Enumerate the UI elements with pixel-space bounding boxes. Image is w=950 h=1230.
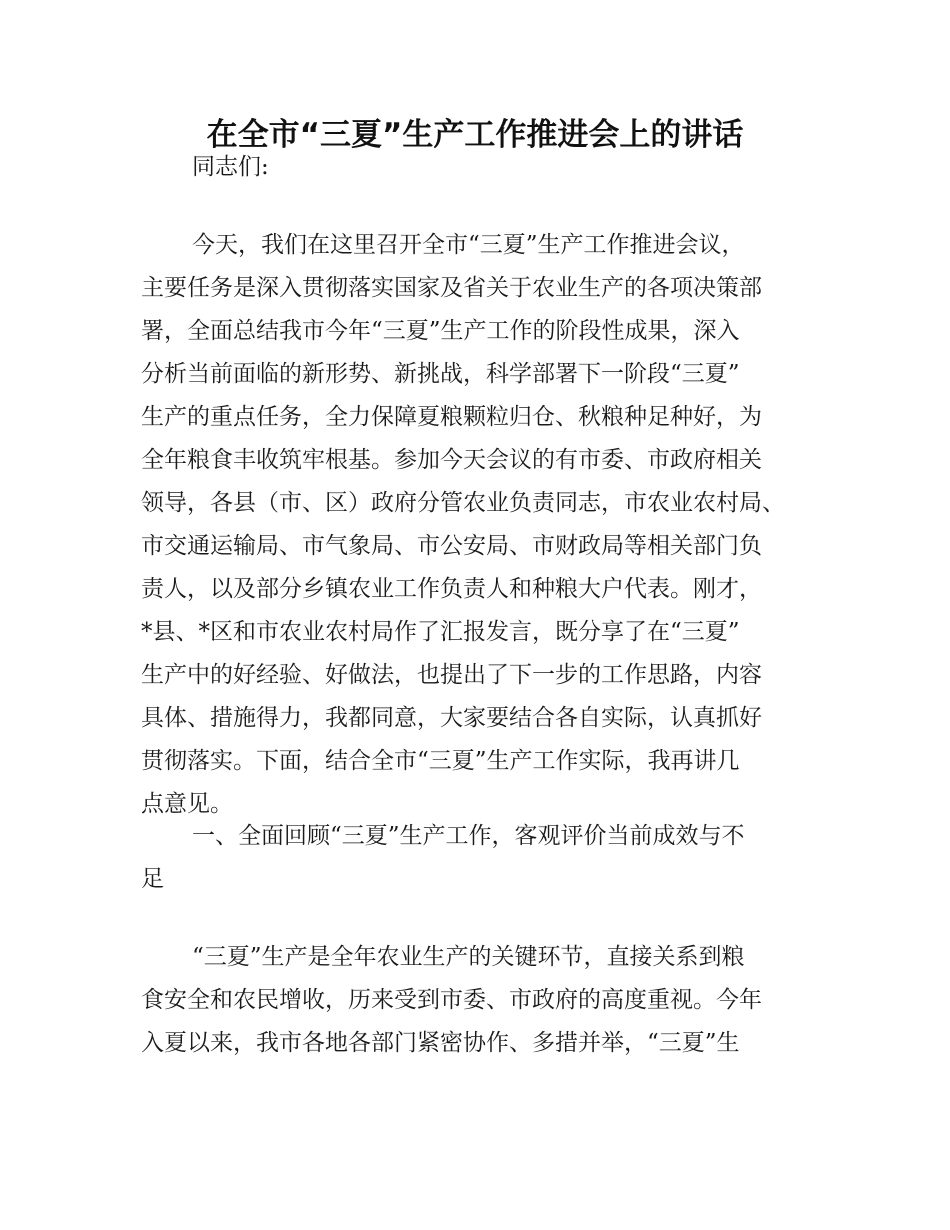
heading-line: 足 bbox=[141, 866, 164, 892]
paragraph-line: “三夏”生产是全年农业生产的关键环节，直接关系到粮 bbox=[192, 944, 745, 970]
salutation bbox=[141, 146, 821, 189]
salutation-line: 同志们: bbox=[192, 154, 269, 180]
paragraph-line: 生产的重点任务，全力保障夏粮颗粒归仓、秋粮种足种好，为 bbox=[141, 404, 762, 430]
paragraph-line: 主要任务是深入贯彻落实国家及省关于农业生产的各项决策部 bbox=[141, 275, 762, 301]
paragraph-line: 领导，各县（市、区）政府分管农业负责同志，市农业农村局、 bbox=[141, 490, 785, 516]
paragraph-line: 食安全和农民增收，历来受到市委、市政府的高度重视。今年 bbox=[141, 987, 762, 1013]
paragraph-line: 点意见。 bbox=[141, 791, 233, 817]
heading-line: 一、全面回顾“三夏”生产工作，客观评价当前成效与不 bbox=[192, 823, 745, 849]
document-title: 在全市“三夏”生产工作推进会上的讲话 bbox=[206, 117, 744, 153]
paragraph-line: 贯彻落实。下面，结合全市“三夏”生产工作实际，我再讲几 bbox=[141, 748, 740, 774]
paragraph-line: 责人，以及部分乡镇农业工作负责人和种粮大户代表。刚才， bbox=[141, 576, 762, 602]
paragraph-line: 具体、措施得力，我都同意，大家要结合各自实际，认真抓好 bbox=[141, 705, 762, 731]
paragraph-line: 入夏以来，我市各地各部门紧密协作、多措并举，“三夏”生 bbox=[141, 1030, 740, 1056]
paragraph-section-1 bbox=[141, 936, 821, 1065]
paragraph-line: 全年粮食丰收筑牢根基。参加今天会议的有市委、市政府相关 bbox=[141, 447, 762, 473]
paragraph-line: 生产中的好经验、好做法，也提出了下一步的工作思路，内容 bbox=[141, 662, 762, 688]
paragraph-line: *县、*区和市农业农村局作了汇报发言，既分享了在“三夏” bbox=[141, 619, 740, 645]
paragraph-line: 分析当前面临的新形势、新挑战，科学部署下一阶段“三夏” bbox=[141, 361, 740, 387]
paragraph-opening bbox=[141, 224, 821, 826]
paragraph-line: 市交通运输局、市气象局、市公安局、市财政局等相关部门负 bbox=[141, 533, 762, 559]
paragraph-line: 署，全面总结我市今年“三夏”生产工作的阶段性成果，深入 bbox=[141, 318, 740, 344]
section-heading-1 bbox=[141, 815, 821, 901]
paragraph-line: 今天，我们在这里召开全市“三夏”生产工作推进会议， bbox=[192, 232, 745, 258]
